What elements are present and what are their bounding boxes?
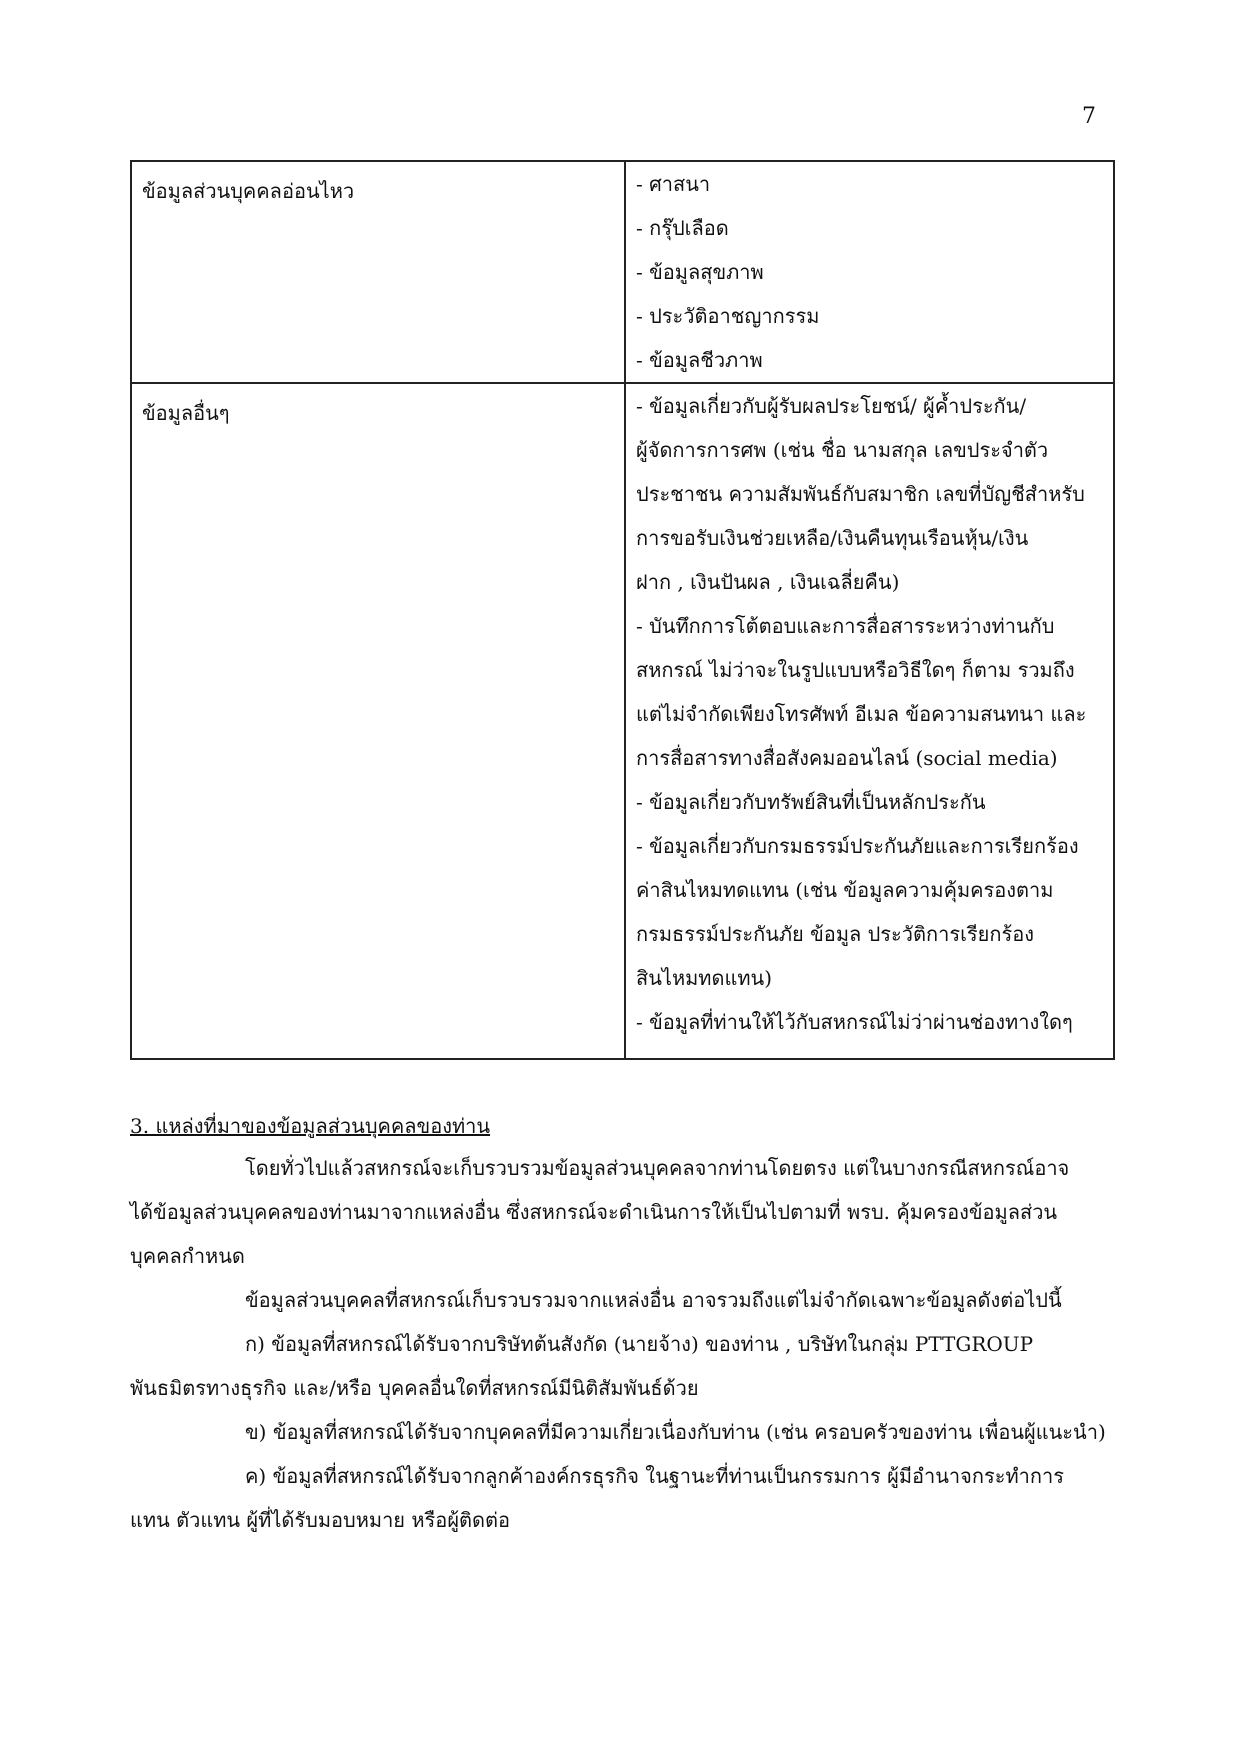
section-data-sources [130, 1106, 1115, 1542]
paragraph-line: โดยทั่วไปแล้วสหกรณ์จะเก็บรวบรวมข้อมูลส่วนบุคคลจากท่านโดยตรง แต่ในบางกรณีสหกรณ์อาจ [245, 1156, 1070, 1180]
table-row [131, 383, 1114, 1059]
paragraph-line: ข) ข้อมูลที่สหกรณ์ได้รับจากบุคคลที่มีความเกี่ยวเนื่องกับท่าน (เช่น ครอบครัวของท่าน เพื่อนผู้แนะนำ) [245, 1420, 1106, 1444]
list-item: - บันทึกการโต้ตอบและการสื่อสารระหว่างท่านกับ [636, 614, 1055, 638]
list-item: - ข้อมูลที่ท่านให้ไว้กับสหกรณ์ไม่ว่าผ่านช่องทางใดๆ [636, 1010, 1073, 1034]
paragraph-line: พันธมิตรทางธุรกิจ และ/หรือ บุคคลอื่นใดที่สหกรณ์มีนิติสัมพันธ์ด้วย [130, 1376, 699, 1400]
list-item: การสื่อสารทางสื่อสังคมออนไลน์ (social media) [636, 746, 1058, 770]
list-item: - กรุ๊ปเลือด [636, 216, 729, 240]
list-item: - ข้อมูลสุขภาพ [636, 260, 764, 284]
list-item: - ข้อมูลเกี่ยวกับผู้รับผลประโยชน์/ ผู้ค้ำประกัน/ [636, 394, 1027, 418]
paragraph-line: บุคคลกำหนด [130, 1244, 245, 1268]
paragraph-line: ได้ข้อมูลส่วนบุคคลของท่านมาจากแหล่งอื่น ซึ่งสหกรณ์จะดำเนินการให้เป็นไปตามที่ พรบ. คุ้มครองข้อมูลส่วน [130, 1200, 1058, 1224]
personal-data-table [130, 160, 1115, 1060]
list-item: ฝาก , เงินปันผล , เงินเฉลี่ยคืน) [636, 570, 900, 594]
paragraph-item-a [130, 1322, 1115, 1410]
list-item: - ประวัติอาชญากรรม [636, 304, 820, 328]
table-cell-category: ข้อมูลส่วนบุคคลอ่อนไหว [131, 161, 625, 383]
paragraph-line: แทน ตัวแทน ผู้ที่ได้รับมอบหมาย หรือผู้ติดต่อ [130, 1508, 511, 1532]
section-heading: 3. แหล่งที่มาของข้อมูลส่วนบุคคลของท่าน [130, 1114, 491, 1138]
table-row [131, 161, 1114, 383]
list-item: ประชาชน ความสัมพันธ์กับสมาชิก เลขที่บัญชีสำหรับ [636, 482, 1085, 506]
list-item: ค่าสินไหมทดแทน (เช่น ข้อมูลความคุ้มครองตาม [636, 878, 1054, 902]
list-item: การขอรับเงินช่วยเหลือ/เงินคืนทุนเรือนหุ้น/เงิน [636, 526, 1029, 550]
list-item: สหกรณ์ ไม่ว่าจะในรูปแบบหรือวิธีใดๆ ก็ตาม รวมถึง [636, 658, 1075, 682]
list-item: กรมธรรม์ประกันภัย ข้อมูล ประวัติการเรียกร้อง [636, 922, 1035, 946]
list-item: แต่ไม่จำกัดเพียงโทรศัพท์ อีเมล ข้อความสนทนา และ [636, 702, 1087, 726]
list-item: - ข้อมูลเกี่ยวกับกรมธรรม์ประกันภัยและการเรียกร้อง [636, 834, 1079, 858]
paragraph-item-b [130, 1410, 1115, 1454]
paragraph-line: ค) ข้อมูลที่สหกรณ์ได้รับจากลูกค้าองค์กรธุรกิจ ในฐานะที่ท่านเป็นกรรมการ ผู้มีอำนาจกระทำการ [245, 1464, 1064, 1488]
paragraph-line: ข้อมูลส่วนบุคคลที่สหกรณ์เก็บรวบรวมจากแหล่งอื่น อาจรวมถึงแต่ไม่จำกัดเฉพาะข้อมูลดังต่อไปนี้ [245, 1288, 1062, 1312]
page-number: 7 [1082, 104, 1096, 129]
list-item: - ข้อมูลชีวภาพ [636, 348, 763, 372]
table-cell-category: ข้อมูลอื่นๆ [131, 383, 625, 1059]
table-cell-items [625, 161, 1114, 383]
list-item: - ข้อมูลเกี่ยวกับทรัพย์สินที่เป็นหลักประกัน [636, 790, 986, 814]
list-item: สินไหมทดแทน) [636, 966, 773, 990]
paragraph-line: ก) ข้อมูลที่สหกรณ์ได้รับจากบริษัทต้นสังกัด (นายจ้าง) ของท่าน , บริษัทในกลุ่ม PTTGROUP [245, 1332, 1034, 1356]
paragraph-item-c [130, 1454, 1115, 1542]
list-item: ผู้จัดการการศพ (เช่น ชื่อ นามสกุล เลขประจำตัว [636, 438, 1049, 462]
list-item: - ศาสนา [636, 172, 711, 196]
paragraph-intro [130, 1146, 1115, 1278]
table-cell-items [625, 383, 1114, 1059]
paragraph-other-sources [130, 1278, 1115, 1322]
